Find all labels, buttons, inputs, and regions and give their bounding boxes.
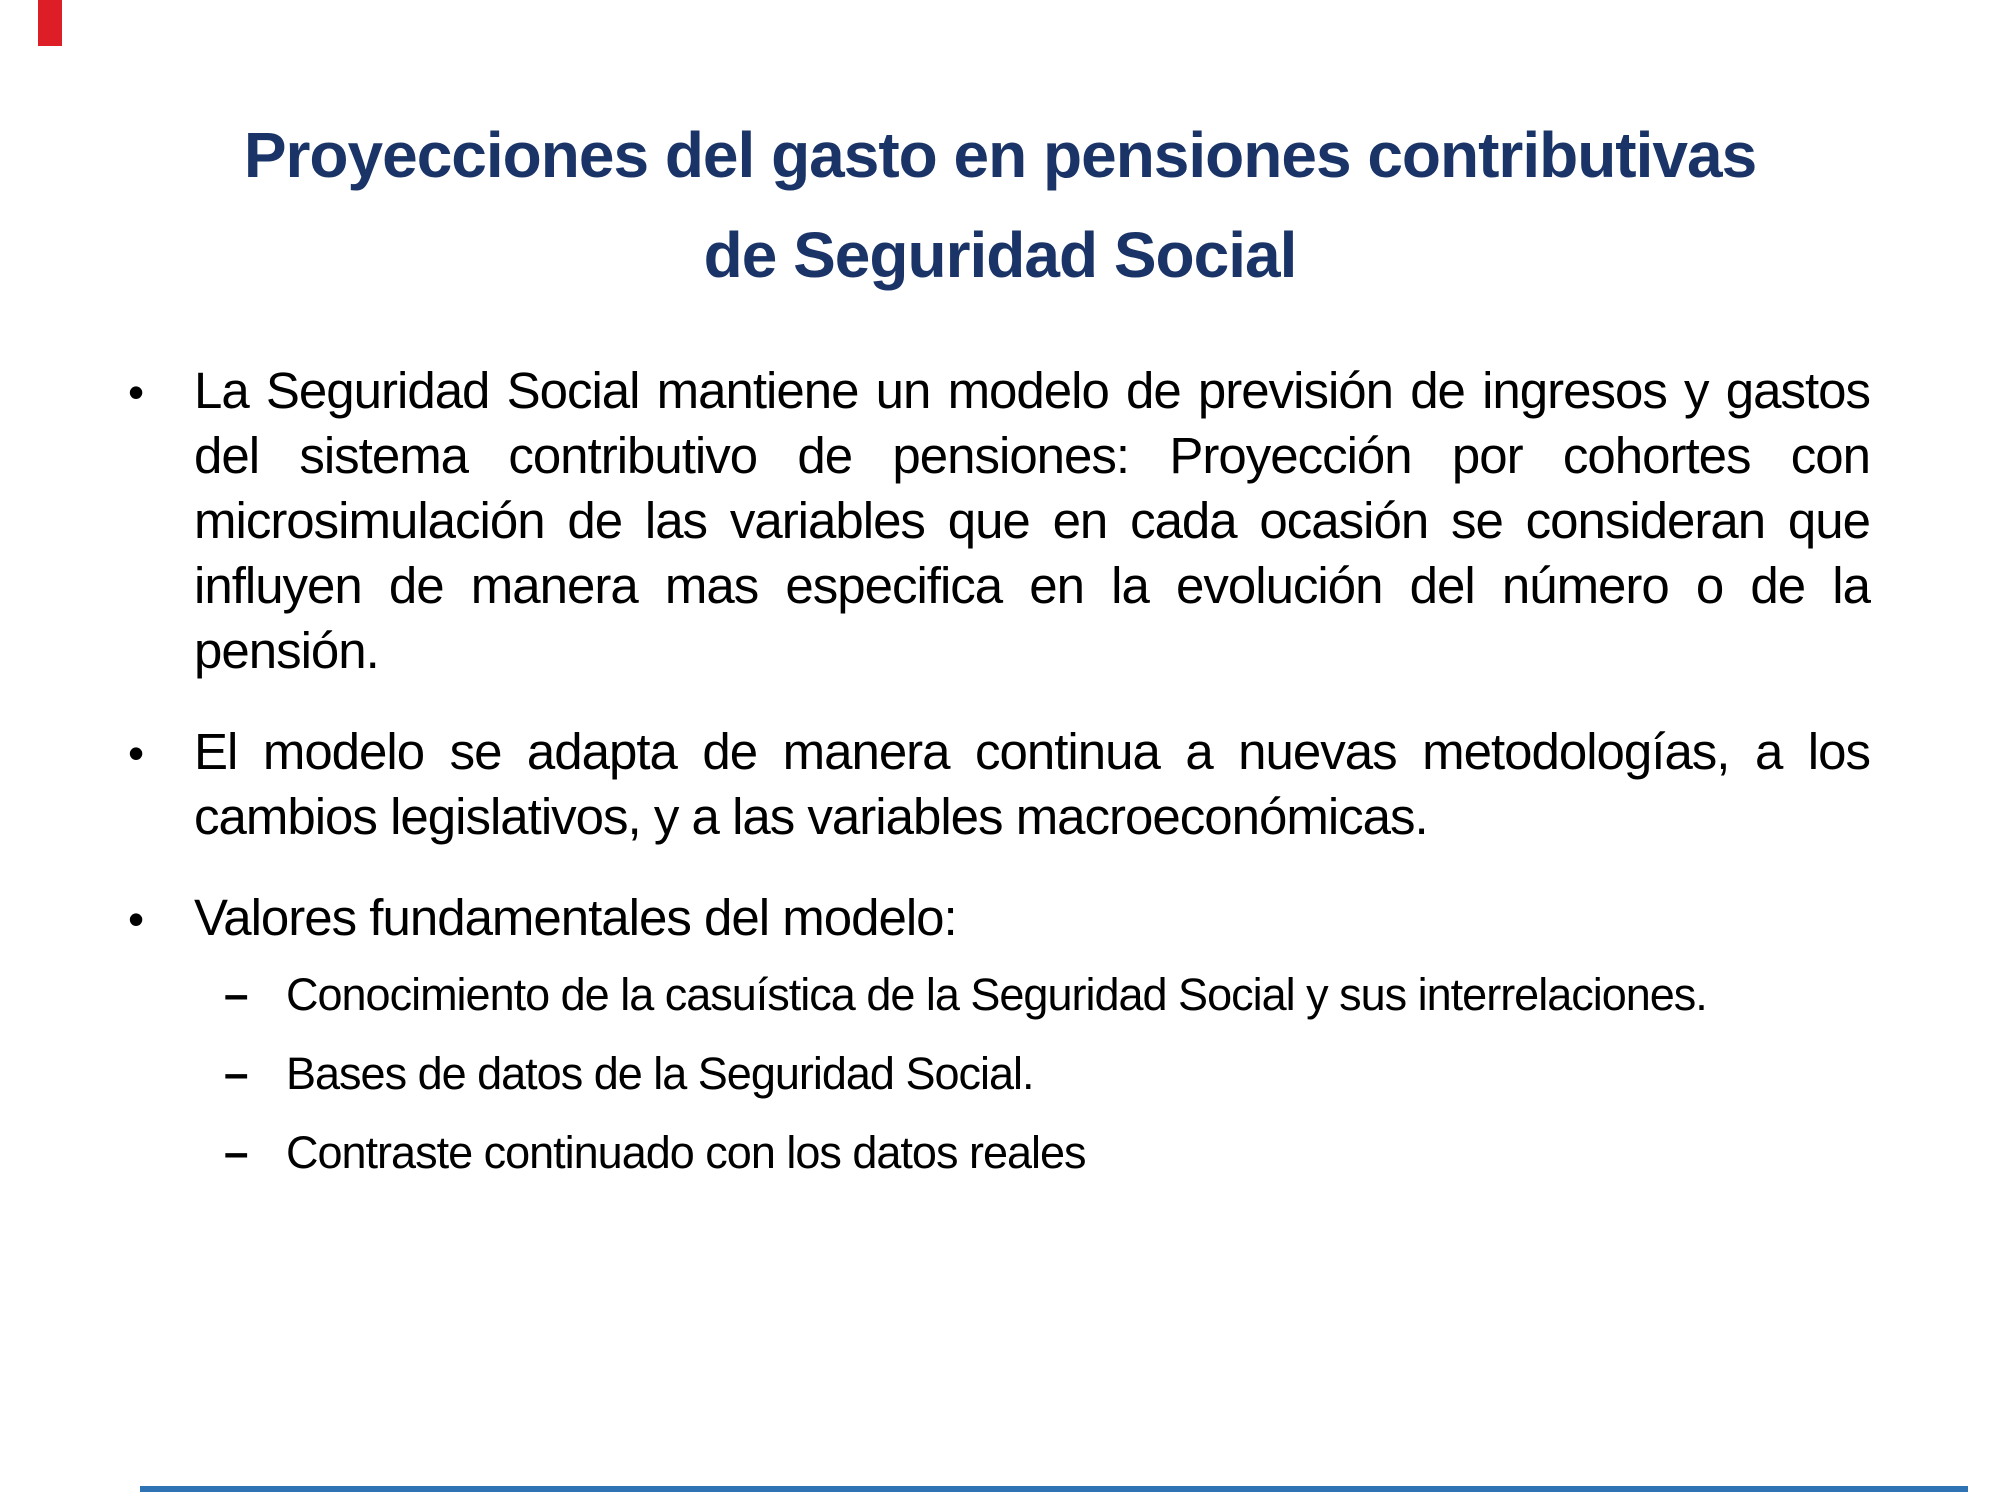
bullet-item-3 [128, 885, 1870, 952]
dash-icon: – [224, 970, 249, 1019]
bottom-divider-line [140, 1486, 1968, 1492]
sub-bullet-text-2: Bases de datos de la Seguridad Social. [286, 1048, 1034, 1099]
dash-icon: – [224, 1049, 249, 1098]
sub-bullet-item-2 [224, 1045, 1870, 1102]
slide-title-line2: de Seguridad Social [703, 218, 1297, 291]
bullet-text-3: Valores fundamentales del modelo: [194, 889, 957, 946]
bullet-dot-icon: • [128, 727, 145, 779]
sub-bullet-item-1 [224, 966, 1870, 1023]
sub-bullet-item-3 [224, 1124, 1870, 1181]
slide-title-line1: Proyecciones del gasto en pensiones contributivas [243, 118, 1757, 191]
bullet-dot-icon: • [128, 366, 145, 418]
bullet-dot-icon: • [128, 893, 145, 945]
red-accent-bar [38, 0, 62, 46]
sub-bullet-list [224, 966, 1870, 1181]
dash-icon: – [224, 1128, 249, 1177]
bullet-item-1 [128, 358, 1870, 683]
bullet-text-1: La Seguridad Social mantiene un modelo de previsión de ingresos y gastos del sistema contributivo de pensiones: Proyección por cohortes con microsimulación de las variables que en cada ocasión se consideran que influyen de manera mas especifica en la evolución del número o de la pensión. [194, 362, 1870, 679]
slide-body [128, 358, 1870, 1203]
bullet-text-2: El modelo se adapta de manera continua a nuevas metodologías, a los cambios legislativos, y a las variables macroeconómicas. [194, 723, 1870, 845]
sub-bullet-text-1: Conocimiento de la casuística de la Seguridad Social y sus interrelaciones. [286, 969, 1707, 1020]
slide-title [100, 105, 1900, 305]
bullet-item-2 [128, 719, 1870, 849]
sub-bullet-text-3: Contraste continuado con los datos reales [286, 1127, 1086, 1178]
